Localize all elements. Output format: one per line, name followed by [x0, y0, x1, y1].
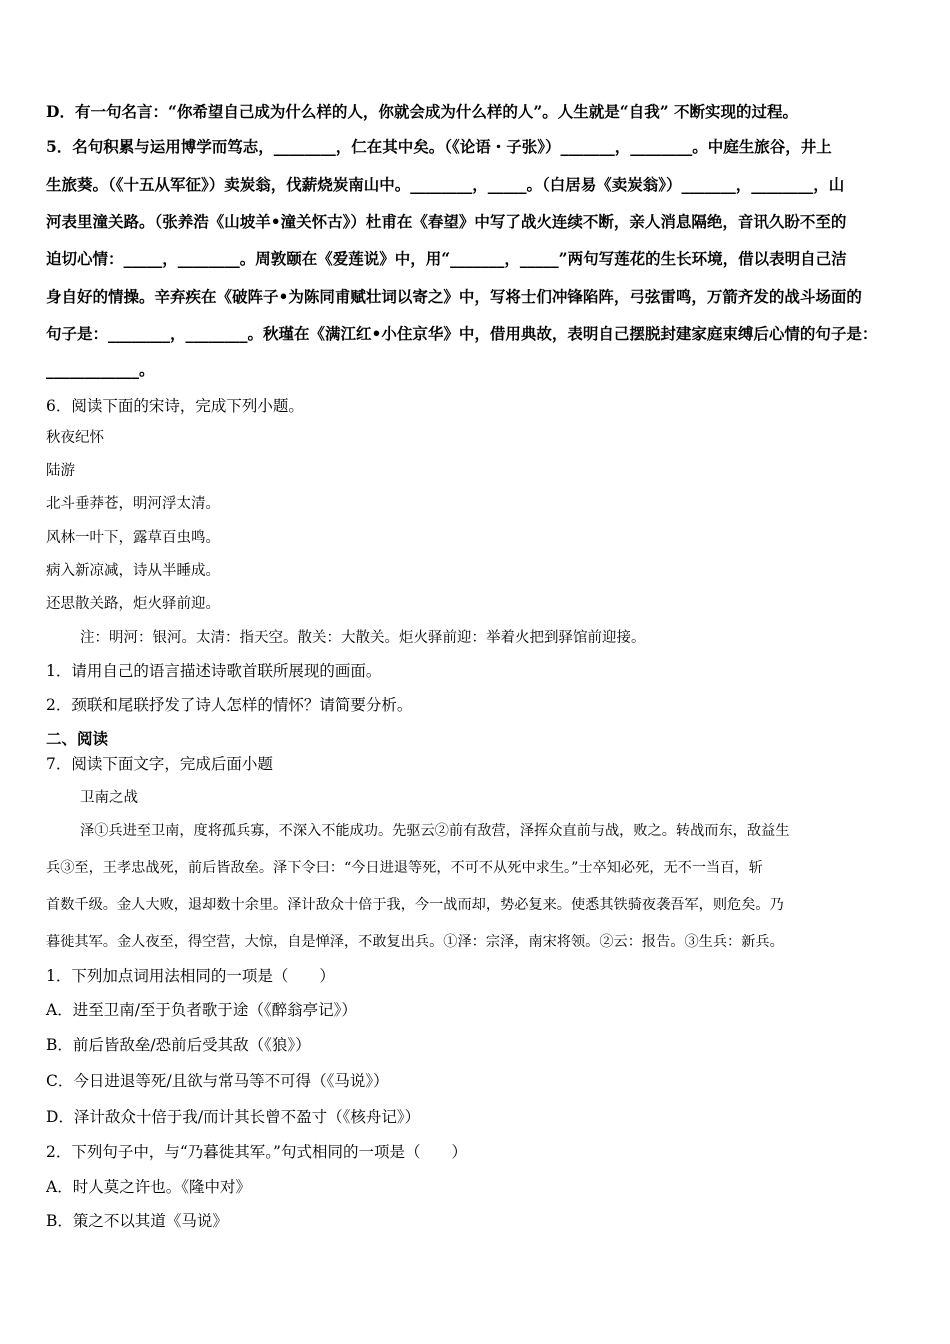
- option-b: B．前后皆敌垒/恐前后受其敌（《狼》）: [46, 1036, 311, 1054]
- option-a: A．进至卫南/至于负者歌于途（《醉翁亭记》）: [46, 1001, 357, 1019]
- question-7-sub-2: 2．下列句子中，与“乃暮徙其军。”句式相同的一项是（ ）: [46, 1143, 467, 1161]
- poem-title: 秋夜纪怀: [46, 430, 104, 446]
- option-d: D．泽计敌众十倍于我/而计其长曾不盈寸（《核舟记》）: [46, 1108, 421, 1126]
- question-5-line-2: 生旅葵。（《十五从军征》）卖炭翁，伐薪烧炭南山中。________，_____。（白居易《卖炭翁》）_______，________，山: [46, 175, 845, 194]
- option-a-2: A．时人莫之许也。《隆中对》: [46, 1178, 251, 1196]
- poem-note: 注：明河：银河。太清：指天空。散关：大散关。炬火驿前迎：举着火把到驿馆前迎接。: [80, 630, 646, 646]
- option-b-2: B．策之不以其道《马说》: [46, 1212, 228, 1230]
- passage-title: 卫南之战: [80, 790, 138, 806]
- question-6-prompt: 6．阅读下面的宋诗，完成下列小题。: [46, 397, 304, 415]
- option-c: C．今日进退等死/且欲与常马等不可得（《马说》）: [46, 1072, 389, 1090]
- question-5-line-5: 身自好的情操。辛弃疾在《破阵子•为陈同甫赋壮词以寄之》中，写将士们冲锋陷阵，弓弦雷鸣，万箭齐发的战斗场面的: [46, 287, 862, 306]
- passage-line-4: 暮徙其军。金人夜至，得空营，大惊，自是惮泽，不敢复出兵。①泽：宗泽，南宋将领。②云：报告。③生兵：新兵。: [46, 934, 784, 950]
- question-5-line-6: 句子是：________，________。秋瑾在《满江红•小住京华》中，借用典故，表明自己摆脱封建家庭束缚后心情的句子是：: [46, 324, 878, 343]
- passage-line-3: 首数千级。金人大败，退却数十余里。泽计敌众十倍于我，今一战而却，势必复来。使悉其铁骑夜袭吾军，则危矣。乃: [46, 897, 784, 913]
- question-5-line-4: 迫切心情：_____，________。周敦颐在《爱莲说》中，用“_______，_____”两句写莲花的生长环境，借以表明自己洁: [46, 249, 847, 268]
- question-5-line-7: ____________。: [46, 360, 155, 379]
- question-5-line-3: 河表里潼关路。（张养浩《山坡羊•潼关怀古》）杜甫在《春望》中写了战火连续不断，亲人消息隔绝，音讯久盼不至的: [46, 212, 847, 231]
- option-d-line: D．有一句名言：“你希望自己成为什么样的人，你就会成为什么样的人”。人生就是“自我” 不断实现的过程。: [46, 102, 799, 121]
- poem-line-1: 北斗垂莽苍，明河浮太清。: [46, 496, 220, 512]
- question-5-line-1: 5．名句积累与运用博学而笃志，________，仁在其中矣。（《论语・子张》）_______，________。中庭生旅谷，井上: [46, 137, 832, 156]
- question-7-prompt: 7．阅读下面文字，完成后面小题: [46, 755, 273, 773]
- poem-line-4: 还思散关路，炬火驿前迎。: [46, 596, 220, 612]
- poem-line-3: 病入新凉减，诗从半睡成。: [46, 563, 220, 579]
- question-6-sub-2: 2．颈联和尾联抒发了诗人怎样的情怀？请简要分析。: [46, 696, 413, 714]
- poem-author: 陆游: [46, 463, 75, 479]
- poem-line-2: 风林一叶下，露草百虫鸣。: [46, 530, 220, 546]
- question-7-sub-1: 1．下列加点词用法相同的一项是（ ）: [46, 967, 335, 985]
- passage-line-2: 兵③至，王孝忠战死，前后皆敌垒。泽下令曰：“今日进退等死，不可不从死中求生。”士卒知必死，无不一当百，斩: [46, 860, 763, 876]
- question-6-sub-1: 1．请用自己的语言描述诗歌首联所展现的画面。: [46, 662, 382, 680]
- section-heading: 二、阅读: [46, 729, 109, 748]
- passage-line-1: 泽①兵进至卫南，度将孤兵寡，不深入不能成功。先驱云②前有敌营，泽挥众直前与战，败之。转战而东，敌益生: [80, 823, 790, 839]
